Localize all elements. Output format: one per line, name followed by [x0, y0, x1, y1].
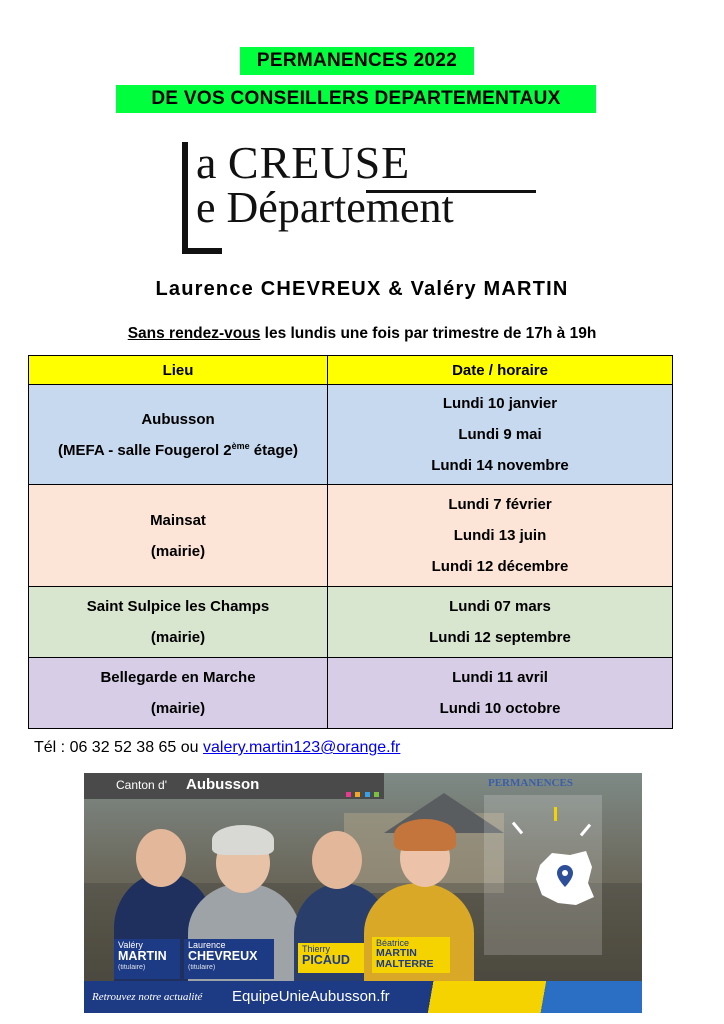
lieu-cell: Bellegarde en Marche (mairie) — [29, 658, 328, 729]
table-row — [29, 587, 673, 658]
table-row — [29, 385, 673, 485]
date-cell: Lundi 07 mars Lundi 12 septembre — [328, 587, 673, 658]
canton-banner: Canton d' Aubusson — [84, 773, 384, 799]
email-link[interactable]: valery.martin123@orange.fr — [203, 739, 401, 756]
map-lines — [554, 807, 557, 821]
hair — [394, 819, 456, 851]
header-lieu: Lieu — [29, 356, 328, 385]
name-tag-valery-martin: Valéry MARTIN (titulaire) — [114, 939, 180, 979]
lieu-cell: Saint Sulpice les Champs (mairie) — [29, 587, 328, 658]
table-row — [29, 658, 673, 729]
name-tag-laurence-chevreux: Laurence CHEVREUX (titulaire) — [184, 939, 274, 979]
hair — [212, 825, 274, 855]
date-cell: Lundi 7 février Lundi 13 juin Lundi 12 décembre — [328, 485, 673, 587]
header-date: Date / horaire — [328, 356, 673, 385]
color-dots — [346, 784, 379, 802]
phone-text: Tél : 06 32 52 38 65 ou — [34, 739, 204, 756]
contact-line — [34, 739, 400, 757]
face — [136, 829, 186, 887]
creuse-departement-logo: a CREUSE e Département — [176, 128, 546, 264]
face — [312, 831, 362, 889]
permanences-label: PERMANENCES — [488, 777, 573, 789]
campaign-poster — [84, 773, 642, 1013]
councillor-names: Laurence CHEVREUX & Valéry MARTIN — [155, 278, 569, 300]
date-cell: Lundi 11 avril Lundi 10 octobre — [328, 658, 673, 729]
table-row — [29, 485, 673, 587]
poster-footer: Retrouvez notre actualité EquipeUnieAubusson.fr — [84, 981, 642, 1013]
lieu-cell: Mainsat (mairie) — [29, 485, 328, 587]
title-line-2: DE VOS CONSEILLERS DEPARTEMENTAUX — [116, 85, 596, 113]
website-text: EquipeUnieAubusson.fr — [232, 988, 390, 1005]
title-line-1: PERMANENCES 2022 — [240, 47, 474, 75]
name-tag-thierry-picaud: Thierry PICAUD — [298, 943, 364, 973]
date-cell: Lundi 10 janvier Lundi 9 mai Lundi 14 novembre — [328, 385, 673, 485]
lieu-cell: Aubusson (MEFA - salle Fougerol 2ème étage) — [29, 385, 328, 485]
schedule-subtitle: Sans rendez-vous les lundis une fois par trimestre de 17h à 19h — [127, 325, 597, 342]
name-tag-beatrice-martin-malterre: Béatrice MARTIN MALTERRE — [372, 937, 450, 973]
schedule-table — [28, 355, 673, 729]
creuse-map-icon — [530, 843, 600, 913]
no-appointment-label: Sans rendez-vous — [127, 325, 261, 342]
